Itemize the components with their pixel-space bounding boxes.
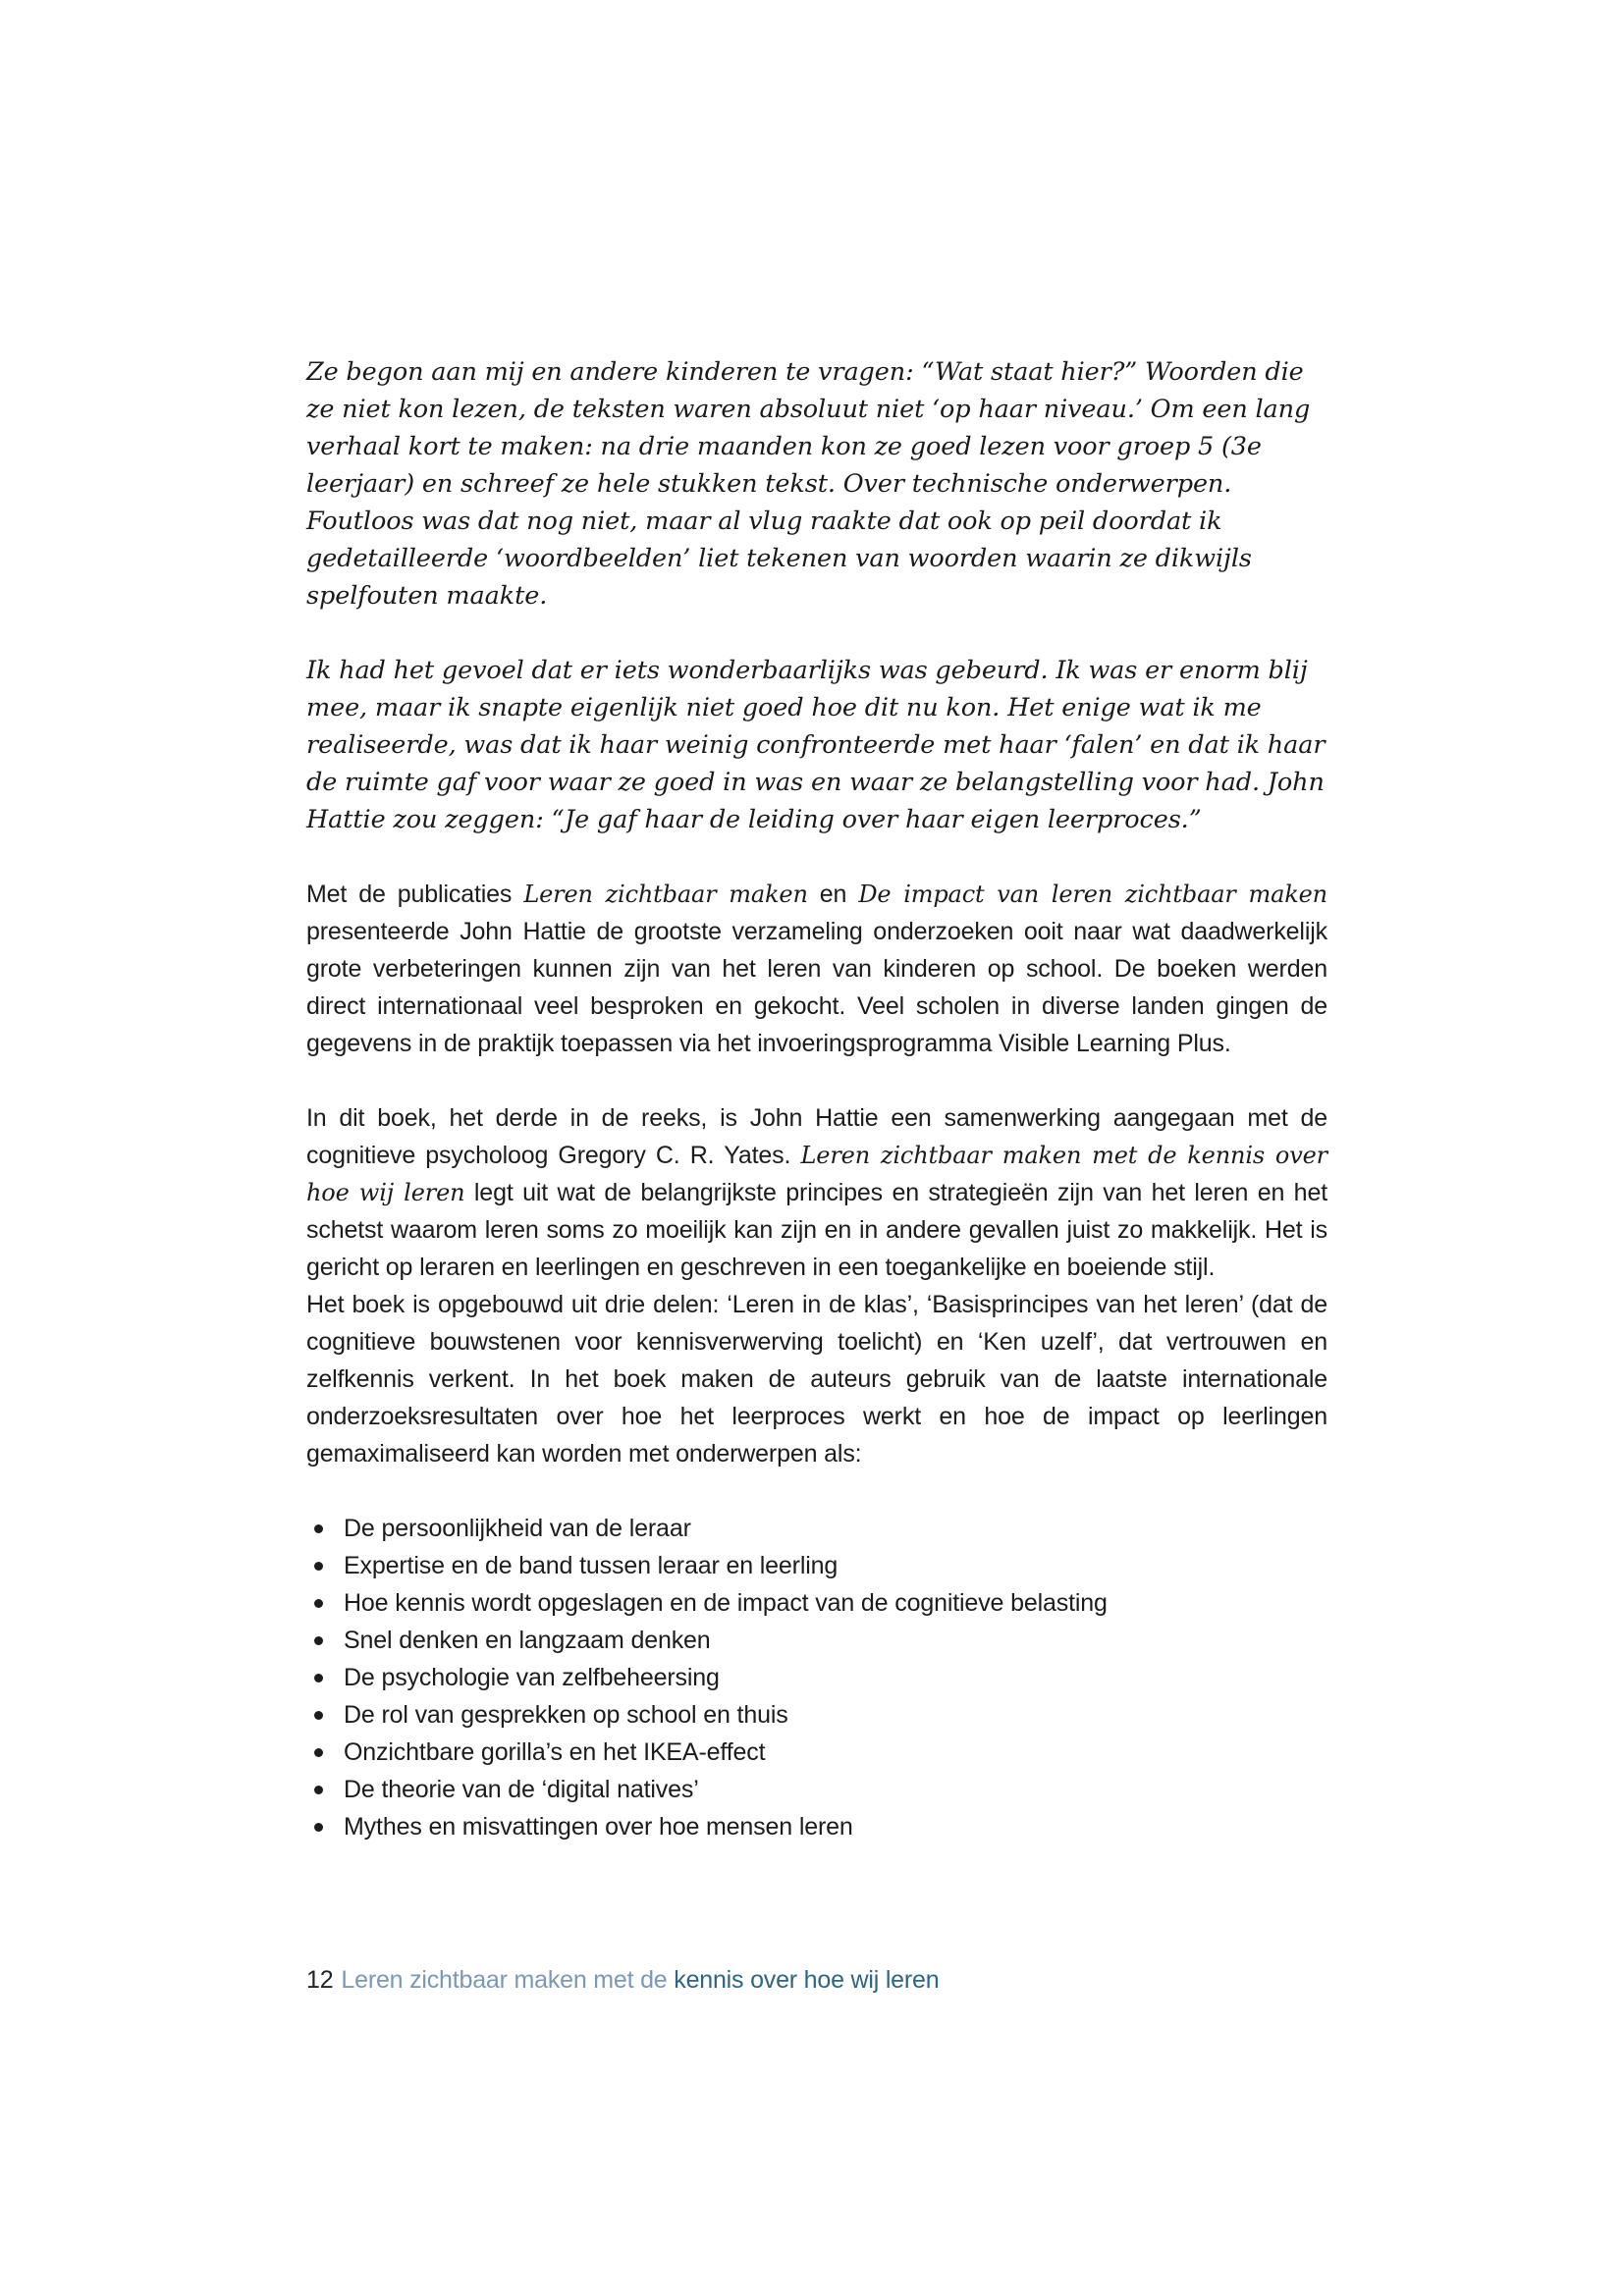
this-book-lead: In dit boek, het derde in de reeks, is John Hattie een samenwerking aangegaan met de cognitieve psycholoog Gregory C. R. Yates. — [306, 1104, 1327, 1169]
list-item-label: Snel denken en langzaam denken — [344, 1627, 711, 1654]
paragraph-this-book-text — [306, 1099, 1327, 1286]
footer-title-light: Leren zichtbaar maken met de — [341, 1966, 668, 1994]
paragraph-structure-text: Het boek is opgebouwd uit drie delen: ‘Leren in de klas’, ‘Basisprincipes van het leren’ (dat de cognitieve bouwstenen voor kennisverwerving toelicht) en ‘Ken uzelf’, dat vertrouwen en zelfkennis verkent. In het boek maken de auteurs gebruik van de laatste internationale onderzoeksresultaten over hoe het leerproces werkt en hoe de impact op leerlingen gemaximaliseerd kan worden met onderwerpen als: — [306, 1291, 1327, 1468]
paragraph-gap — [306, 1062, 1327, 1099]
paragraph-structure — [306, 1286, 1327, 1472]
quote-block-one — [306, 353, 1327, 614]
list-item-label: De rol van gesprekken op school en thuis — [344, 1701, 788, 1729]
list-item — [306, 1696, 1327, 1734]
list-item — [306, 1771, 1327, 1808]
quote-block-two — [306, 652, 1327, 838]
list-item-label: Mythes en misvattingen over hoe mensen leren — [344, 1813, 853, 1841]
footer-title-dark-text: kennis over hoe wij leren — [674, 1966, 940, 1994]
topics-list — [306, 1510, 1327, 1845]
list-item-label: Onzichtbare gorilla’s en het IKEA-effect — [344, 1738, 766, 1766]
bullet-icon — [314, 1674, 323, 1682]
paragraph-publications-text — [306, 876, 1327, 1062]
page-footer — [306, 1963, 1327, 1997]
paragraph-gap — [306, 838, 1327, 876]
book-title-leren-zichtbaar-maken: Leren zichtbaar maken — [523, 881, 808, 908]
bullet-icon — [314, 1786, 323, 1794]
list-item — [306, 1510, 1327, 1547]
text-column — [306, 353, 1327, 1845]
paragraph-this-book — [306, 1099, 1327, 1286]
this-book-tail: legt uit wat de belangrijkste principes en strategieën zijn van het leren en het schetst waarom leren soms zo moeilijk kan zijn en in andere gevallen juist zo makkelijk. Het is gericht op leraren en leerlingen en geschreven in een toegankelijke en boeiende stijl. — [306, 1179, 1327, 1281]
publications-tail: presenteerde John Hattie de grootste verzameling onderzoeken ooit naar wat daadwerkelijk grote verbeteringen kunnen zijn van het leren van kinderen op school. De boeken werden direct internationaal veel besproken en gekocht. Veel scholen in diverse landen gingen de gegevens in de praktijk toepassen via het invoeringsprogramma Visible Learning Plus. — [306, 918, 1327, 1057]
paragraph-gap — [306, 1472, 1327, 1510]
bullet-icon — [314, 1636, 323, 1645]
paragraph-gap — [306, 614, 1327, 652]
book-title-kennis-over-hoe-wij-leren: Leren zichtbaar maken met de kennis over hoe wij leren — [306, 1142, 1327, 1206]
list-item-label: Expertise en de band tussen leraar en leerling — [344, 1552, 839, 1579]
bullet-icon — [314, 1748, 323, 1757]
list-item — [306, 1622, 1327, 1659]
list-item-label: De psychologie van zelfbeheersing — [344, 1664, 720, 1691]
bullet-icon — [314, 1524, 323, 1533]
bullet-icon — [314, 1823, 323, 1832]
page-number: 12 — [306, 1966, 334, 1994]
quote-one-paragraph-a: Ze begon aan mij en andere kinderen te vragen: “Wat staat hier?” Woorden die ze niet kon lezen, de teksten waren absoluut niet ‘op haar niveau.’ Om een lang verhaal kort te maken: na drie maanden kon ze goed lezen voor groep 5 (3e leerjaar) en schreef ze hele stukken tekst. Over technische onderwerpen. — [306, 357, 1311, 499]
bullet-icon — [314, 1599, 323, 1608]
list-item — [306, 1547, 1327, 1584]
list-item — [306, 1659, 1327, 1696]
book-title-de-impact-van-leren-zichtbaar-maken: De impact van leren zichtbaar maken — [858, 881, 1327, 908]
bullet-icon — [314, 1711, 323, 1720]
quote-two-paragraph: Ik had het gevoel dat er iets wonderbaarlijks was gebeurd. Ik was er enorm blij mee, maar ik snapte eigenlijk niet goed hoe dit nu kon. Het enige wat ik me realiseerde, was dat ik haar weinig confronteerde met haar ‘falen’ en dat ik haar de ruimte gaf voor waar ze goed in was en waar ze belangstelling voor had. John Hattie zou zeggen: “Je gaf haar de leiding over haar eigen leerproces.” — [306, 656, 1326, 834]
list-item-label: Hoe kennis wordt opgeslagen en de impact van de cognitieve belasting — [344, 1589, 1108, 1617]
paragraph-publications — [306, 876, 1327, 1062]
list-item — [306, 1808, 1327, 1845]
list-item — [306, 1584, 1327, 1622]
quote-one-paragraph-b: Foutloos was dat nog niet, maar al vlug raakte dat ook op peil doordat ik gedetailleerde ‘woordbeelden’ liet tekenen van woorden waarin ze dikwijls spelfouten maakte. — [306, 507, 1252, 611]
list-item-label: De persoonlijkheid van de leraar — [344, 1515, 691, 1542]
list-item — [306, 1734, 1327, 1771]
publications-lead: Met de publicaties — [306, 881, 524, 908]
list-item-label: De theorie van de ‘digital natives’ — [344, 1776, 699, 1803]
publications-conjunction: en — [807, 881, 859, 908]
bullet-icon — [314, 1562, 323, 1571]
